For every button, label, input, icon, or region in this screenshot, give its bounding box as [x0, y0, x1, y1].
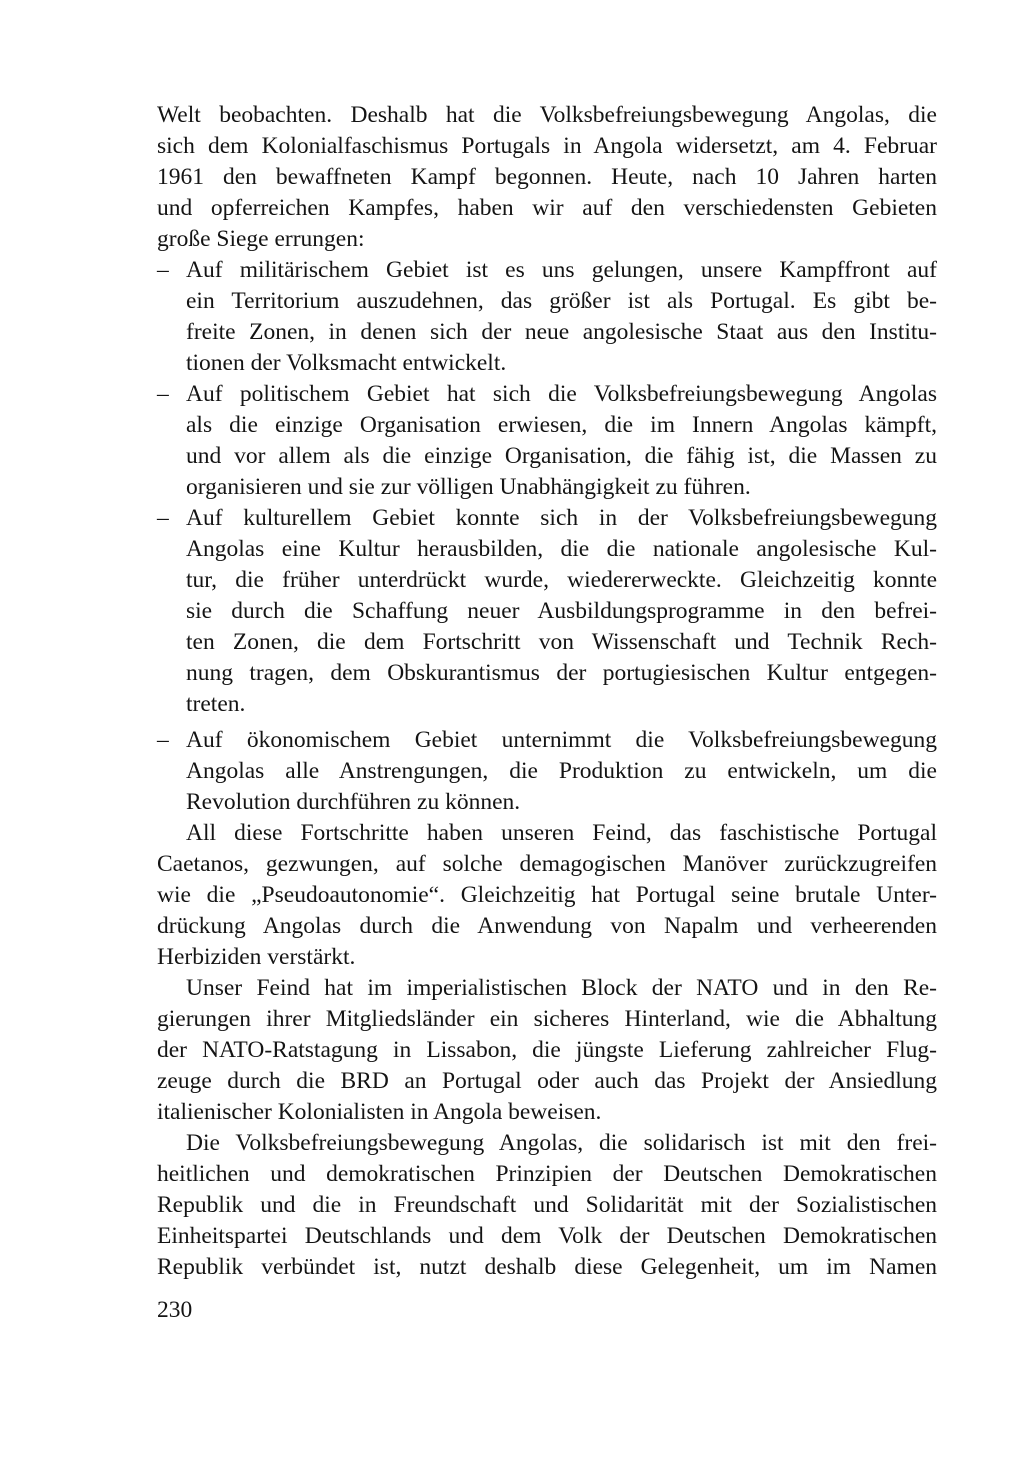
list-dash: – [157, 505, 169, 531]
text-line: als die einzige Organisation erwiesen, die im Innern Angolas kämpft, [186, 412, 937, 438]
text-line: und vor allem als die einzige Organisation, die fähig ist, die Massen zu [186, 443, 937, 469]
text-line: der NATO-Ratstagung in Lissabon, die jüngste Lieferung zahlreicher Flug- [157, 1037, 937, 1063]
text-line: heitlichen und demokratischen Prinzipien der Deutschen Demokratischen [157, 1161, 937, 1187]
text-line: Unser Feind hat im imperialistischen Block der NATO und in den Re- [186, 975, 937, 1001]
text-line: ein Territorium auszudehnen, das größer ist als Portugal. Es gibt be- [186, 288, 937, 314]
text-line: Herbiziden verstärkt. [157, 944, 356, 970]
text-line: sich dem Kolonialfaschismus Portugals in Angola widersetzt, am 4. Februar [157, 133, 937, 159]
text-line: All diese Fortschritte haben unseren Feind, das faschistische Portugal [186, 820, 937, 846]
list-item-text: Auf politischem Gebiet hat sich die Volksbefreiungsbewegung Angolas [186, 381, 937, 407]
text-line: freite Zonen, in denen sich der neue angolesische Staat aus den Institu- [186, 319, 937, 345]
text-line: gierungen ihrer Mitgliedsländer ein sicheres Hinterland, wie die Abhaltung [157, 1006, 937, 1032]
text-line: Welt beobachten. Deshalb hat die Volksbefreiungsbewegung Angolas, die [157, 102, 937, 128]
list-item-text: Auf kulturellem Gebiet konnte sich in der Volksbefreiungsbewegung [186, 505, 937, 531]
text-line: Republik verbündet ist, nutzt deshalb diese Gelegenheit, um im Namen [157, 1254, 937, 1280]
text-line: tionen der Volksmacht entwickelt. [186, 350, 507, 376]
text-line: Angolas eine Kultur herausbilden, die die nationale angolesische Kul- [186, 536, 937, 562]
text-line: tur, die früher unterdrückt wurde, wiedererweckte. Gleichzeitig konnte [186, 567, 937, 593]
text-line: Republik und die in Freundschaft und Solidarität mit der Sozialistischen [157, 1192, 937, 1218]
text-line: italienischer Kolonialisten in Angola beweisen. [157, 1099, 602, 1125]
text-line: Die Volksbefreiungsbewegung Angolas, die solidarisch ist mit den frei- [186, 1130, 937, 1156]
text-line: und opferreichen Kampfes, haben wir auf den verschiedensten Gebieten [157, 195, 937, 221]
text-line: wie die „Pseudoautonomie“. Gleichzeitig hat Portugal seine brutale Unter- [157, 882, 937, 908]
text-line: drückung Angolas durch die Anwendung von Napalm und verheerenden [157, 913, 937, 939]
list-item-political [157, 379, 937, 409]
text-line: organisieren und sie zur völligen Unabhängigkeit zu führen. [186, 474, 751, 500]
list-item-military [157, 255, 937, 285]
text-line: 1961 den bewaffneten Kampf begonnen. Heute, nach 10 Jahren harten [157, 164, 937, 190]
text-line: Revolution durchführen zu können. [186, 789, 521, 815]
page-number: 230 [157, 1297, 193, 1323]
text-line: ten Zonen, die dem Fortschritt von Wissenschaft und Technik Rech- [186, 629, 937, 655]
list-dash: – [157, 727, 169, 753]
text-line: Einheitspartei Deutschlands und dem Volk der Deutschen Demokratischen [157, 1223, 937, 1249]
text-line: nung tragen, dem Obskurantismus der portugiesischen Kultur entgegen- [186, 660, 937, 686]
list-item-text: Auf militärischem Gebiet ist es uns gelungen, unsere Kampffront auf [186, 257, 937, 283]
text-line: große Siege errungen: [157, 226, 365, 252]
list-dash: – [157, 257, 169, 283]
text-line: treten. [186, 691, 246, 717]
text-line: sie durch die Schaffung neuer Ausbildungsprogramme in den befrei- [186, 598, 937, 624]
text-line: Angolas alle Anstrengungen, die Produktion zu entwickeln, um die [186, 758, 937, 784]
list-item-economic [157, 725, 937, 755]
list-item-cultural [157, 503, 937, 533]
text-line: Caetanos, gezwungen, auf solche demagogischen Manöver zurückzugreifen [157, 851, 937, 877]
list-dash: – [157, 381, 169, 407]
text-line: zeuge durch die BRD an Portugal oder auch das Projekt der Ansiedlung [157, 1068, 937, 1094]
list-item-text: Auf ökonomischem Gebiet unternimmt die Volksbefreiungsbewegung [186, 727, 937, 753]
